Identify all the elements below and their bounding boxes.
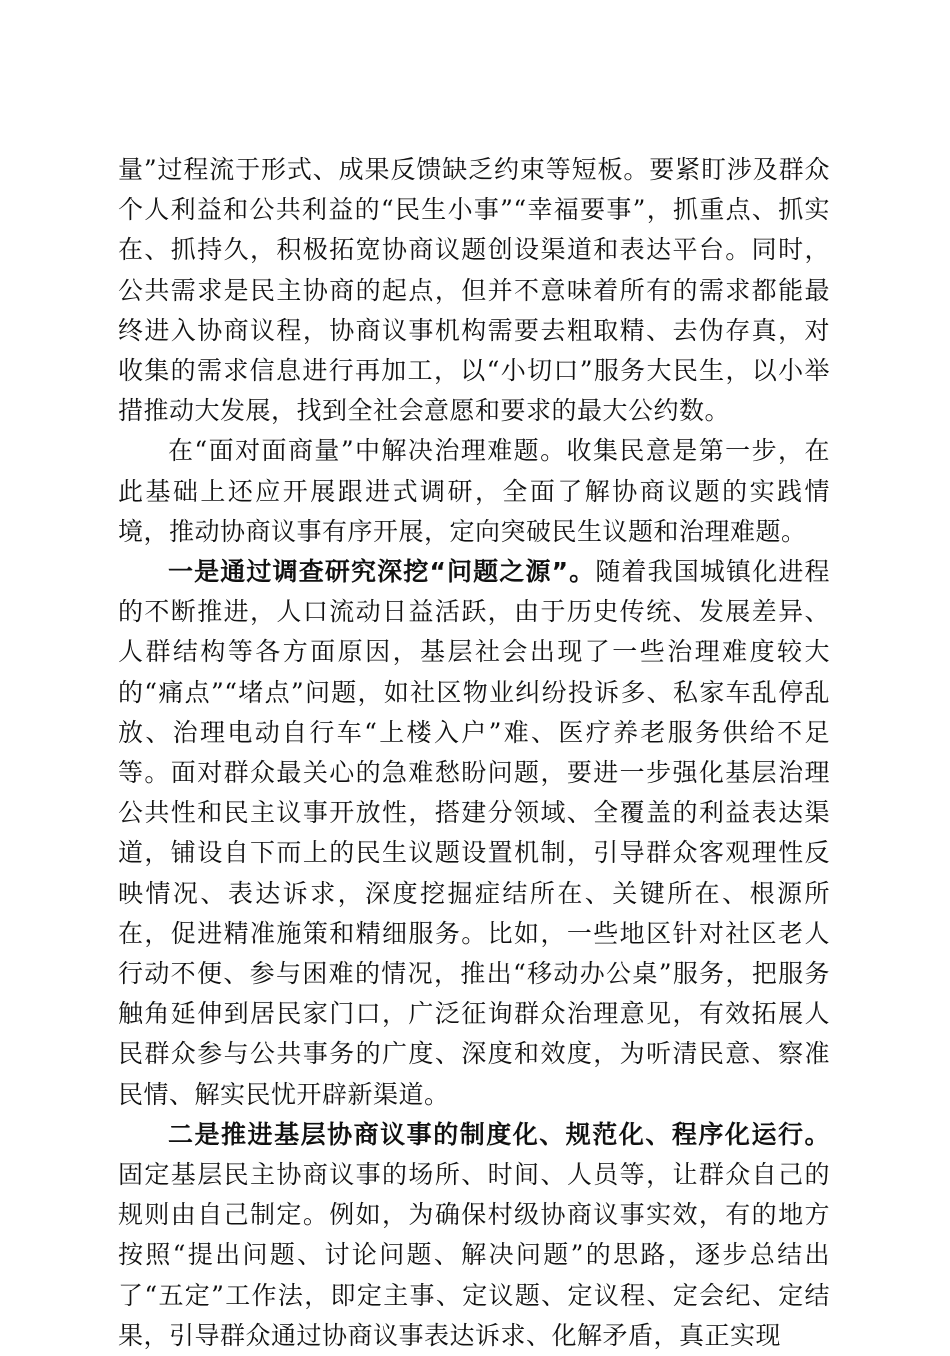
paragraph-point-two [118,1115,830,1356]
paragraph-continuation [118,150,830,431]
paragraph-text: 固定基层民主协商议事的场所、时间、人员等，让群众自己的规则由自己制定。例如，为确保村级协商议事实效，有的地方按照“提出问题、讨论问题、解决问题”的思路，逐步总结出了“五定”工作法，即定主事、定议题、定议程、定会纪、定结果，引导群众通过协商议事表达诉求、化解矛盾，真正实现 [118,1160,830,1350]
paragraph-point-one [118,552,830,1115]
paragraph-lead-heading: 一是通过调查研究深挖“问题之源”。 [168,557,596,587]
document-body [118,150,830,1356]
paragraph-text: 量”过程流于形式、成果反馈缺乏约束等短板。要紧盯涉及群众个人利益和公共利益的“民生小事”“幸福要事”，抓重点、抓实在、抓持久，积极拓宽协商议题创设渠道和表达平台。同时，公共需求是民主协商的起点，但并不意味着所有的需求都能最终进入协商议程，协商议事机构需要去粗取精、去伪存真，对收集的需求信息进行再加工，以“小切口”服务大民生，以小举措推动大发展，找到全社会意愿和要求的最大公约数。 [118,155,830,426]
paragraph-face-to-face [118,431,830,552]
paragraph-text: 随着我国城镇化进程的不断推进，人口流动日益活跃，由于历史传统、发展差异、人群结构等各方面原因，基层社会出现了一些治理难度较大的“痛点”“堵点”问题，如社区物业纠纷投诉多、私家车乱停乱放、治理电动自行车“上楼入户”难、医疗养老服务供给不足等。面对群众最关心的急难愁盼问题，要进一步强化基层治理公共性和民主议事开放性，搭建分领域、全覆盖的利益表达渠道，铺设自下而上的民生议题设置机制，引导群众客观理性反映情况、表达诉求，深度挖掘症结所在、关键所在、根源所在，促进精准施策和精细服务。比如，一些地区针对社区老人行动不便、参与困难的情况，推出“移动办公桌”服务，把服务触角延伸到居民家门口，广泛征询群众治理意见，有效拓展人民群众参与公共事务的广度、深度和效度，为听清民意、察准民情、解实民忧开辟新渠道。 [118,557,830,1109]
paragraph-text: 在“面对面商量”中解决治理难题。收集民意是第一步，在此基础上还应开展跟进式调研，全面了解协商议题的实践情境，推动协商议事有序开展，定向突破民生议题和治理难题。 [118,436,830,546]
paragraph-lead-heading: 二是推进基层协商议事的制度化、规范化、程序化运行。 [168,1119,830,1149]
